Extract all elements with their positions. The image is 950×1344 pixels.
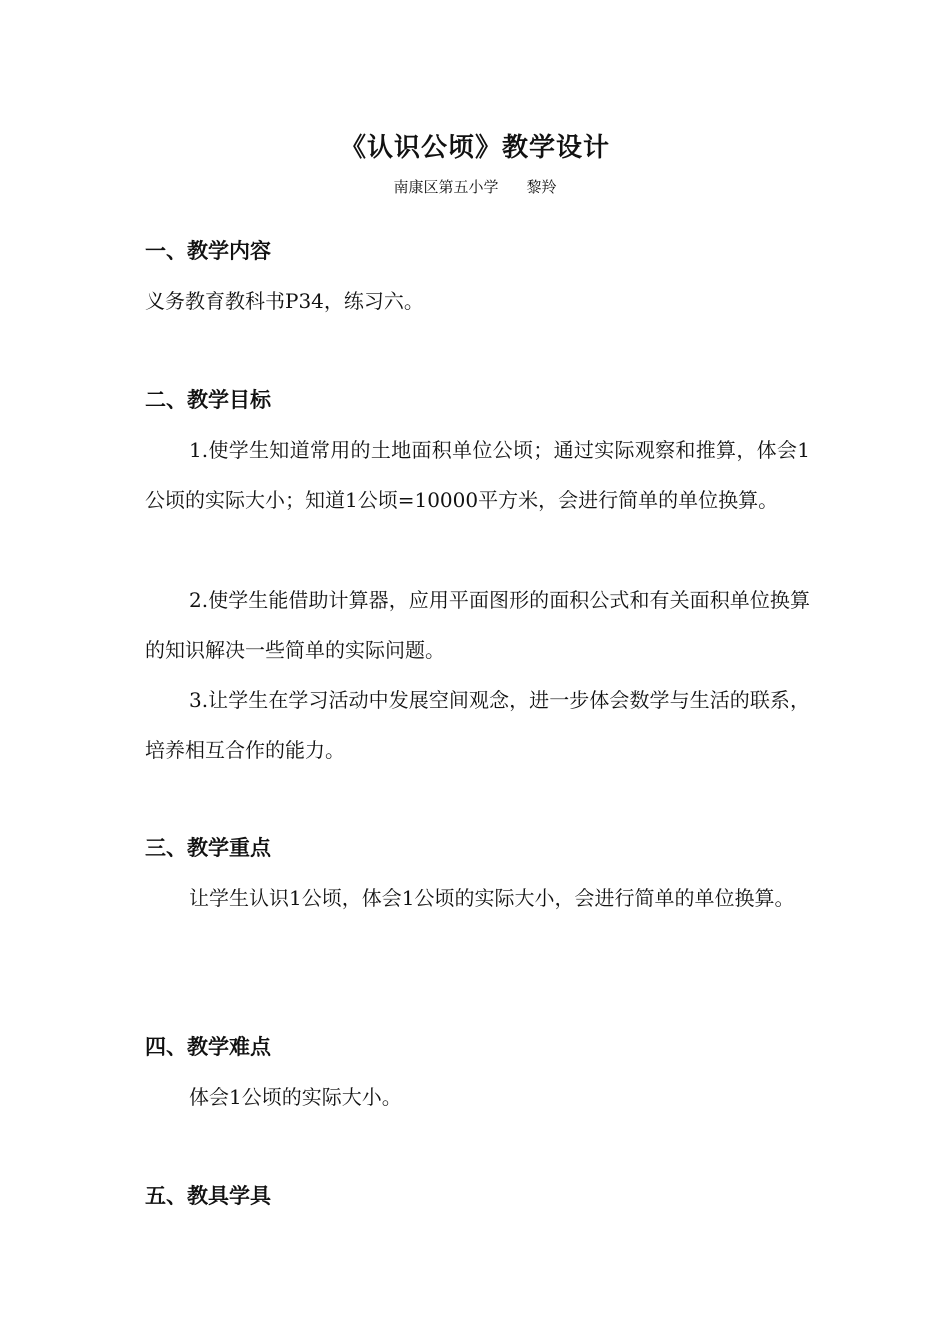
section-heading-teaching-goals: 二、教学目标 <box>145 387 271 412</box>
section-paragraph: 义务教育教科书P34，练习六。 <box>145 289 424 313</box>
author-name: 黎羚 <box>526 178 557 196</box>
section-paragraph: 3.让学生在学习活动中发展空间观念，进一步体会数学与生活的联系，培养相互合作的能力。 <box>145 688 810 762</box>
section-heading-difficulties: 四、教学难点 <box>145 1034 271 1059</box>
section-heading-teaching-content: 一、教学内容 <box>145 238 271 263</box>
document-byline <box>0 176 950 198</box>
section-heading-teaching-aids: 五、教具学具 <box>145 1183 271 1208</box>
section-paragraph: 2.使学生能借助计算器，应用平面图形的面积公式和有关面积单位换算的知识解决一些简单的实际问题。 <box>145 588 810 662</box>
school-name: 南康区第五小学 <box>393 178 499 196</box>
section-heading-key-points: 三、教学重点 <box>145 835 271 860</box>
section-paragraph: 体会1公顷的实际大小。 <box>189 1085 402 1109</box>
section-paragraph: 让学生认识1公顷，体会1公顷的实际大小，会进行简单的单位换算。 <box>189 886 795 910</box>
document-title: 《认识公顷》教学设计 <box>339 133 610 163</box>
section-paragraph: 1.使学生知道常用的土地面积单位公顷；通过实际观察和推算，体会1公顷的实际大小；知道1公顷=10000平方米，会进行简单的单位换算。 <box>145 438 810 512</box>
